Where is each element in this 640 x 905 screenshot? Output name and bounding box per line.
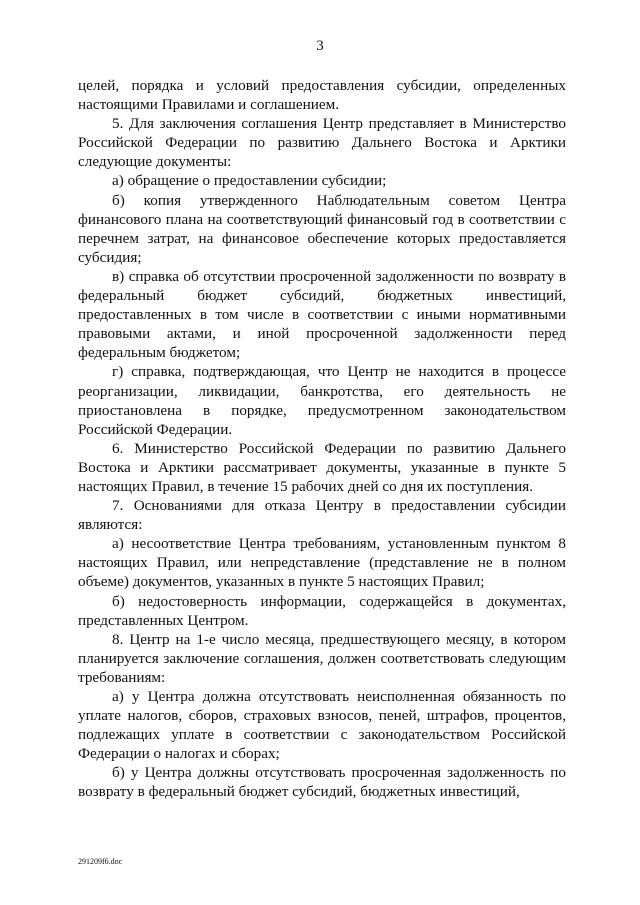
paragraph-item-7a: а) несоответствие Центра требованиям, установленным пунктом 8 настоящих Правил, или непредставление (представление не в полном объеме) документов, указанных в пункте 5 настоящих Правил;: [78, 535, 566, 591]
paragraph-item-5: 5. Для заключения соглашения Центр представляет в Министерство Российской Федерации по развитию Дальнего Востока и Арктики следующие документы:: [78, 115, 566, 171]
paragraph-item-5b: б) копия утвержденного Наблюдательным советом Центра финансового плана на соответствующий финансовый год в соответствии с перечнем затрат, на финансовое обеспечение которых предоставляется субсидия;: [78, 191, 566, 266]
paragraph-item-5a: а) обращение о предоставлении субсидии;: [112, 172, 387, 190]
paragraph-item-8b: б) у Центра должны отсутствовать просроченная задолженность по возврату в федеральный бюджет субсидий, бюджетных инвестиций,: [78, 764, 566, 801]
paragraph-item-7b: б) недостоверность информации, содержащейся в документах, представленных Центром.: [78, 592, 566, 629]
footer-file-name: 291209f6.doc: [78, 857, 123, 866]
document-body: [78, 76, 566, 802]
paragraph-continuation: целей, порядка и условий предоставления субсидии, определенных настоящими Правилами и соглашением.: [78, 77, 566, 114]
paragraph-item-6: 6. Министерство Российской Федерации по развитию Дальнего Востока и Арктики рассматривает документы, указанные в пункте 5 настоящих Правил, в течение 15 рабочих дней со дня их поступления.: [78, 439, 566, 495]
paragraph-item-8a: а) у Центра должна отсутствовать неисполненная обязанность по уплате налогов, сборов, страховых взносов, пеней, штрафов, процентов, подлежащих уплате в соответствии с законодательством Российской Федерации о налогах и сборах;: [78, 688, 566, 763]
paragraph-item-7: 7. Основаниями для отказа Центру в предоставлении субсидии являются:: [78, 497, 566, 534]
paragraph-item-5g: г) справка, подтверждающая, что Центр не находится в процессе реорганизации, ликвидации, банкротства, его деятельность не приостановлена в порядке, предусмотренном законодательством Российской Федерации.: [78, 363, 566, 438]
paragraph-item-5v: в) справка об отсутствии просроченной задолженности по возврату в федеральный бюджет субсидий, бюджетных инвестиций, предоставленных в том числе в соответствии с иными нормативными правовыми актами, и иной просроченной задолженности перед федеральным бюджетом;: [78, 267, 566, 362]
page-number: 3: [316, 38, 324, 54]
paragraph-item-8: 8. Центр на 1-е число месяца, предшествующего месяцу, в котором планируется заключение соглашения, должен соответствовать следующим требованиям:: [78, 630, 566, 686]
